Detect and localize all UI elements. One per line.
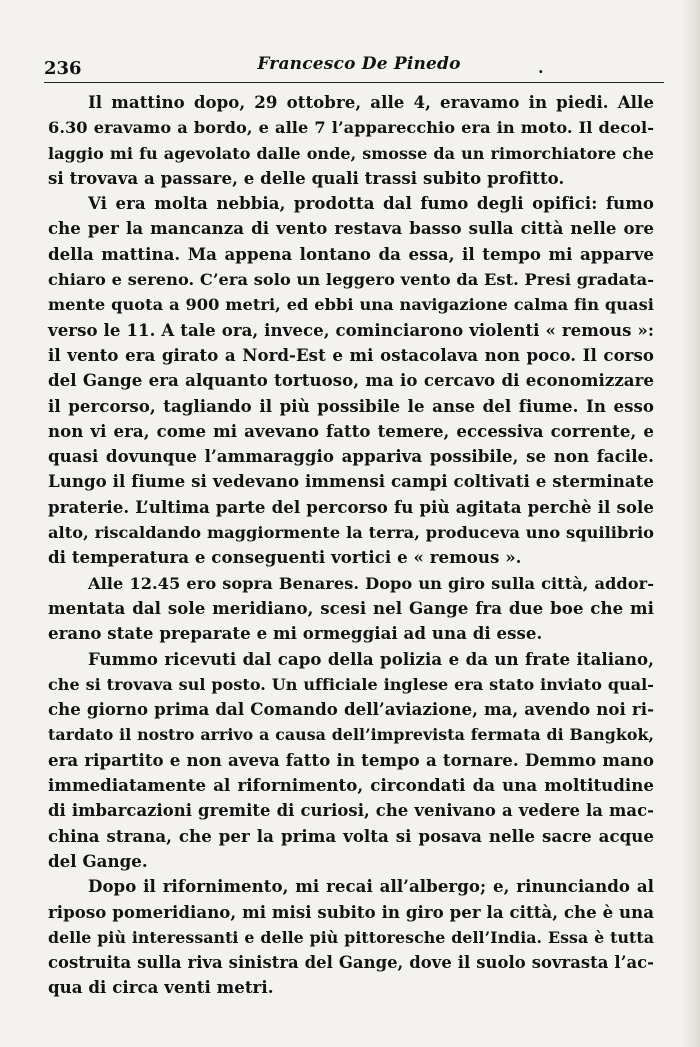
paragraph bbox=[48, 647, 654, 875]
text-line: 6.30 eravamo a bordo, e alle 7 l’apparecchio era in moto. Il decol- bbox=[48, 118, 654, 138]
text-line: di imbarcazioni gremite di curiosi, che venivano a vedere la mac- bbox=[48, 801, 654, 821]
text-line: era ripartito e non aveva fatto in tempo a tornare. Demmo mano bbox=[48, 749, 654, 770]
text-line: Vi era molta nebbia, prodotta dal fumo degli opifici: fumo bbox=[88, 193, 654, 214]
text-line: il vento era girato a Nord-Est e mi ostacolava non poco. Il corso bbox=[48, 344, 654, 365]
text-line: verso le 11. A tale ora, invece, cominciarono violenti « remous »: bbox=[48, 319, 654, 340]
text-line: mentata dal sole meridiano, scesi nel Gange fra due boe che mi bbox=[48, 597, 654, 618]
text-line: china strana, che per la prima volta si posava nelle sacre acque bbox=[48, 825, 654, 846]
text-line: riposo pomeridiano, mi misi subito in giro per la città, che è una bbox=[48, 901, 655, 922]
page-header bbox=[44, 52, 674, 82]
paragraph bbox=[48, 571, 654, 647]
text-line: Alle 12.45 ero sopra Benares. Dopo un giro sulla città, addor- bbox=[88, 573, 654, 593]
paragraph bbox=[48, 874, 654, 1000]
text-line: Lungo il fiume si vedevano immensi campi coltivati e sterminate bbox=[48, 471, 654, 492]
text-line: praterie. L’ultima parte del percorso fu più agitata perchè il sole bbox=[48, 496, 654, 517]
header-dot: . bbox=[538, 58, 544, 77]
text-line: costruita sulla riva sinistra del Gange, dove il suolo sovrasta l’ac- bbox=[48, 953, 654, 973]
text-line: della mattina. Ma appena lontano da essa, il tempo mi apparve bbox=[48, 243, 654, 264]
text-line: laggio mi fu agevolato dalle onde, smosse da un rimorchiatore che bbox=[48, 143, 654, 163]
text-line: che si trovava sul posto. Un ufficiale inglese era stato inviato qual- bbox=[48, 674, 654, 694]
text-line: chiaro e sereno. C’era solo un leggero vento da Est. Presi gradata- bbox=[48, 270, 654, 290]
text-line: qua di circa venti metri. bbox=[48, 977, 274, 998]
paragraph bbox=[48, 90, 654, 191]
text-line: che giorno prima dal Comando dell’aviazione, ma, avendo noi ri- bbox=[48, 699, 654, 720]
body-text bbox=[48, 90, 654, 1001]
text-line: che per la mancanza di vento restava basso sulla città nelle ore bbox=[48, 218, 654, 239]
header-rule bbox=[44, 82, 664, 83]
text-line: alto, riscaldando maggiormente la terra, produceva uno squilibrio bbox=[48, 523, 654, 543]
text-line: erano state preparate e mi ormeggiai ad una di esse. bbox=[48, 623, 543, 644]
text-line: del Gange. bbox=[48, 850, 148, 871]
text-line: Il mattino dopo, 29 ottobre, alle 4, eravamo in piedi. Alle bbox=[88, 92, 654, 112]
text-line: del Gange era alquanto tortuoso, ma io cercavo di economizzare bbox=[48, 370, 654, 391]
text-line: non vi era, come mi avevano fatto temere, eccessiva corrente, e bbox=[48, 420, 654, 441]
text-line: di temperatura e conseguenti vortici e « remous ». bbox=[48, 547, 522, 568]
page-number: 236 bbox=[44, 58, 82, 79]
paragraph bbox=[48, 191, 654, 570]
text-line: mente quota a 900 metri, ed ebbi una navigazione calma fin quasi bbox=[48, 295, 654, 315]
text-line: Fummo ricevuti dal capo della polizia e da un frate italiano, bbox=[88, 648, 654, 669]
text-line: quasi dovunque l’ammaraggio appariva possibile, se non facile. bbox=[48, 446, 654, 467]
text-line: delle più interessanti e delle più pittoresche dell’India. Essa è tutta bbox=[48, 927, 654, 947]
text-line: si trovava a passare, e delle quali trassi subito profitto. bbox=[48, 167, 565, 188]
text-line: Dopo il rifornimento, mi recai all’albergo; e, rinunciando al bbox=[88, 876, 654, 897]
running-head: Francesco De Pinedo bbox=[257, 54, 461, 74]
text-line: immediatamente al rifornimento, circondati da una moltitudine bbox=[48, 775, 654, 796]
scan-shadow bbox=[682, 0, 700, 1047]
text-line: il percorso, tagliando il più possibile le anse del fiume. In esso bbox=[48, 395, 654, 416]
text-line: tardato il nostro arrivo a causa dell’imprevista fermata di Bangkok, bbox=[48, 725, 654, 745]
